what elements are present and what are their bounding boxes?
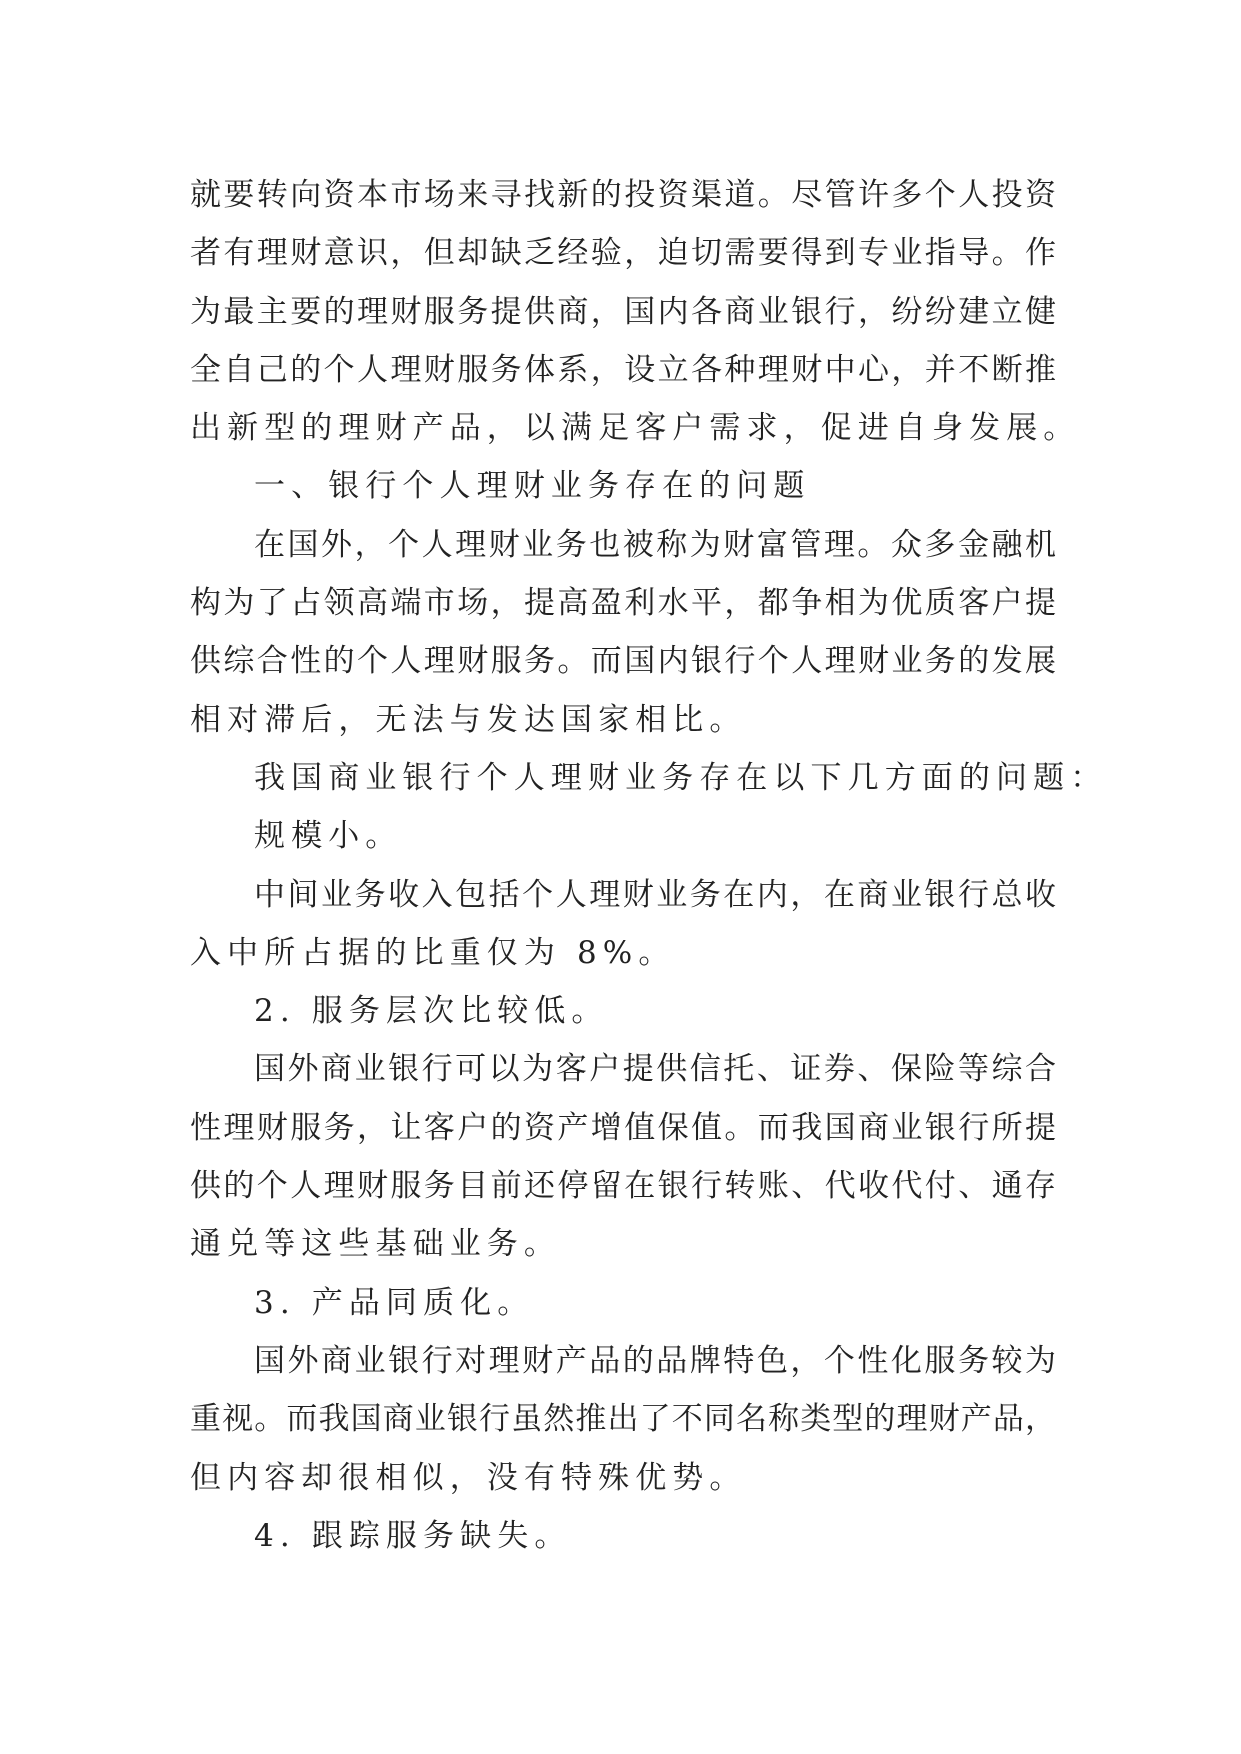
text-line: 重视。而我国商业银行虽然推出了不同名称类型的理财产品， <box>190 1401 1056 1438</box>
document-body <box>190 166 1108 1565</box>
text-line: 入中所占据的比重仅为 8%。 <box>190 934 676 971</box>
text-line: 全自己的个人理财服务体系，设立各种理财中心，并不断推 <box>190 351 1056 388</box>
text-line: 中间业务收入包括个人理财业务在内，在商业银行总收 <box>254 876 1056 913</box>
text-line: 在国外，个人理财业务也被称为财富管理。众多金融机 <box>254 526 1056 563</box>
text-line: 但内容却很相似，没有特殊优势。 <box>190 1459 747 1496</box>
list-item-heading: 规模小。 <box>254 818 403 855</box>
text-line: 构为了占领高端市场，提高盈利水平，都争相为优质客户提 <box>190 585 1056 622</box>
text-line: 相对滞后，无法与发达国家相比。 <box>190 701 747 738</box>
list-item-heading: 3. 产品同质化。 <box>254 1284 535 1321</box>
text-line: 性理财服务，让客户的资产增值保值。而我国商业银行所提 <box>190 1109 1056 1146</box>
text-line: 我国商业银行个人理财业务存在以下几方面的问题： <box>254 759 1108 796</box>
list-item-heading: 2. 服务层次比较低。 <box>254 993 609 1030</box>
text-line: 供综合性的个人理财服务。而国内银行个人理财业务的发展 <box>190 643 1056 680</box>
text-line: 为最主要的理财服务提供商，国内各商业银行，纷纷建立健 <box>190 293 1056 330</box>
text-line: 供的个人理财服务目前还停留在银行转账、代收代付、通存 <box>190 1168 1056 1205</box>
section-heading: 一、银行个人理财业务存在的问题 <box>254 468 811 505</box>
list-item-heading: 4. 跟踪服务缺失。 <box>254 1517 572 1554</box>
text-line: 通兑等这些基础业务。 <box>190 1226 561 1263</box>
text-line: 国外商业银行对理财产品的品牌特色，个性化服务较为 <box>254 1342 1056 1379</box>
text-line: 者有理财意识，但却缺乏经验，迫切需要得到专业指导。作 <box>190 235 1056 272</box>
text-line: 就要转向资本市场来寻找新的投资渠道。尽管许多个人投资 <box>190 177 1056 213</box>
text-line: 国外商业银行可以为客户提供信托、证券、保险等综合 <box>254 1051 1056 1088</box>
text-line: 出新型的理财产品，以满足客户需求，促进自身发展。 <box>190 410 1081 447</box>
